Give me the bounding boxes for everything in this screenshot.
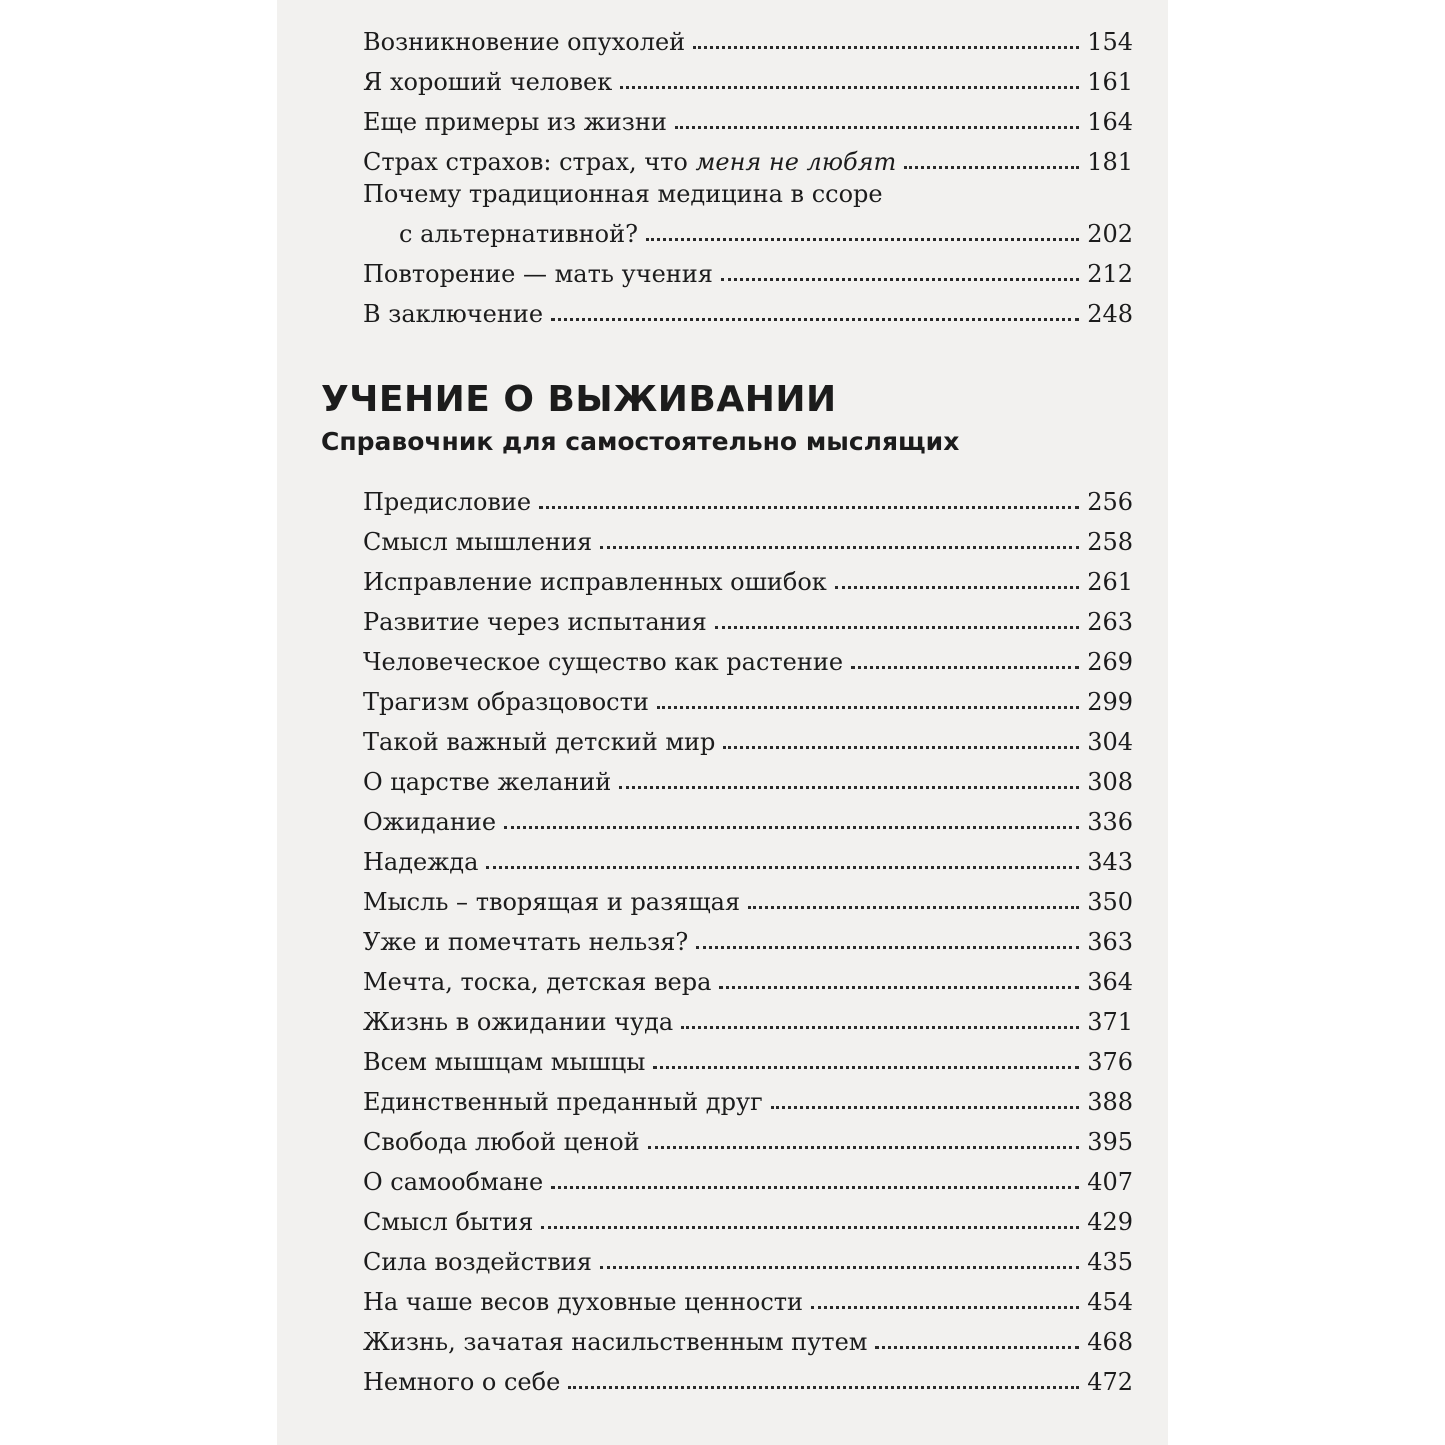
toc-entry-title-line1: Почему традиционная медицина в ссоре — [363, 180, 883, 208]
toc-entry-title: Немного о себе — [363, 1368, 561, 1396]
dot-leader — [693, 46, 1079, 49]
dot-leader — [600, 1266, 1079, 1269]
toc-entry-title: Человеческое существо как растение — [363, 648, 844, 676]
toc-entry-title: Мысль – творящая и разящая — [363, 888, 741, 916]
toc-entry-title: Жизнь, зачатая насильственным путем — [363, 1328, 868, 1356]
toc-entry-title: Ожидание — [363, 808, 497, 836]
section-heading: УЧЕНИЕ О ВЫЖИВАНИИ — [321, 379, 837, 420]
toc-entry-title: В заключение — [363, 300, 544, 328]
dot-leader — [648, 1146, 1079, 1149]
toc-entry-page: 472 — [1087, 1368, 1133, 1396]
toc-entry-page: 161 — [1087, 68, 1133, 96]
toc-entry[interactable] — [363, 1318, 1133, 1358]
toc-entry-title: Всем мышцам мышцы — [363, 1048, 646, 1076]
toc-entry-page: 308 — [1087, 768, 1133, 796]
toc-entry-page: 429 — [1087, 1208, 1133, 1236]
dot-leader — [653, 1066, 1079, 1069]
dot-leader — [681, 1026, 1079, 1029]
toc-entry-page: 258 — [1087, 528, 1133, 556]
toc-entry-title — [363, 146, 896, 178]
toc-entry-page: 388 — [1087, 1088, 1133, 1116]
toc-entry-page: 269 — [1087, 648, 1133, 676]
toc-entry[interactable] — [363, 878, 1133, 918]
toc-entry[interactable] — [363, 1078, 1133, 1118]
dot-leader — [723, 746, 1079, 749]
toc-entry-page: 154 — [1087, 28, 1133, 56]
dot-leader — [541, 1226, 1079, 1229]
dot-leader — [904, 166, 1079, 169]
toc-entry-title: О царстве желаний — [363, 768, 612, 796]
dot-leader — [600, 546, 1079, 549]
dot-leader — [619, 786, 1079, 789]
dot-leader — [748, 906, 1079, 909]
dot-leader — [771, 1106, 1079, 1109]
toc-entry[interactable] — [363, 178, 1133, 250]
dot-leader — [620, 86, 1079, 89]
toc-entry-title: Развитие через испытания — [363, 608, 707, 636]
dot-leader — [835, 586, 1079, 589]
toc-entry-page: 304 — [1087, 728, 1133, 756]
book-page — [277, 0, 1168, 1445]
toc-entry-title: Такой важный детский мир — [363, 728, 716, 756]
toc-entry[interactable] — [363, 138, 1133, 178]
toc-entry[interactable] — [363, 18, 1133, 58]
toc-entry-page: 202 — [1087, 220, 1133, 248]
toc-entry[interactable] — [363, 758, 1133, 798]
toc-entry-page: 364 — [1087, 968, 1133, 996]
toc-entry-title: Мечта, тоска, детская вера — [363, 968, 712, 996]
dot-leader — [811, 1306, 1079, 1309]
toc-entry[interactable] — [363, 958, 1133, 998]
dot-leader — [657, 706, 1079, 709]
toc-entry-title-italic: меня не любят — [695, 148, 897, 176]
toc-entry-title: Еще примеры из жизни — [363, 108, 667, 136]
toc-entry[interactable] — [363, 718, 1133, 758]
dot-leader — [675, 126, 1079, 129]
toc-entry-page: 299 — [1087, 688, 1133, 716]
toc-entry[interactable] — [363, 1358, 1133, 1398]
toc-entry[interactable] — [363, 1238, 1133, 1278]
toc-entry-page: 363 — [1087, 928, 1133, 956]
toc-entry-page: 263 — [1087, 608, 1133, 636]
dot-leader — [721, 278, 1079, 281]
dot-leader — [539, 506, 1079, 509]
toc-entry[interactable] — [363, 518, 1133, 558]
dot-leader — [551, 318, 1079, 321]
toc-entry-page: 181 — [1087, 148, 1133, 176]
toc-entry-page: 248 — [1087, 300, 1133, 328]
toc-entry-page: 468 — [1087, 1328, 1133, 1356]
toc-entry-page: 256 — [1087, 488, 1133, 516]
toc-entry[interactable] — [363, 598, 1133, 638]
toc-entry-page: 261 — [1087, 568, 1133, 596]
toc-entry[interactable] — [363, 1038, 1133, 1078]
toc-entry[interactable] — [363, 98, 1133, 138]
toc-entry[interactable] — [363, 638, 1133, 678]
dot-leader — [646, 238, 1079, 241]
dot-leader — [696, 946, 1079, 949]
toc-entry-page: 407 — [1087, 1168, 1133, 1196]
toc-entry-title: Смысл мышления — [363, 528, 593, 556]
toc-part-one — [363, 18, 1133, 330]
toc-entry[interactable] — [363, 558, 1133, 598]
toc-entry-title: Исправление исправленных ошибок — [363, 568, 827, 596]
toc-entry-title: Смысл бытия — [363, 1208, 534, 1236]
toc-entry[interactable] — [363, 918, 1133, 958]
toc-entry[interactable] — [363, 838, 1133, 878]
toc-entry-page: 336 — [1087, 808, 1133, 836]
toc-entry-title-line2: с альтернативной? — [399, 220, 638, 248]
toc-entry-page: 435 — [1087, 1248, 1133, 1276]
dot-leader — [486, 866, 1079, 869]
toc-entry-page: 164 — [1087, 108, 1133, 136]
toc-entry-page: 343 — [1087, 848, 1133, 876]
toc-entry-title: Жизнь в ожидании чуда — [363, 1008, 674, 1036]
toc-entry-page: 376 — [1087, 1048, 1133, 1076]
toc-entry-title: О самообмане — [363, 1168, 544, 1196]
toc-entry[interactable] — [363, 998, 1133, 1038]
toc-entry[interactable] — [363, 1278, 1133, 1318]
toc-entry-title: Единственный преданный друг — [363, 1088, 763, 1116]
toc-entry[interactable] — [363, 1158, 1133, 1198]
toc-entry[interactable] — [363, 1118, 1133, 1158]
toc-entry[interactable] — [363, 678, 1133, 718]
toc-entry-page: 350 — [1087, 888, 1133, 916]
toc-entry-line2 — [363, 210, 1133, 250]
toc-entry-title-prefix: Страх страхов: страх, что — [363, 148, 696, 176]
toc-entry[interactable] — [363, 250, 1133, 290]
toc-part-two — [363, 478, 1133, 1398]
section-subheading: Справочник для самостоятельно мыслящих — [321, 427, 960, 456]
dot-leader — [568, 1386, 1079, 1389]
dot-leader — [504, 826, 1079, 829]
toc-entry-title: Свобода любой ценой — [363, 1128, 640, 1156]
dot-leader — [875, 1346, 1079, 1349]
toc-entry-page: 395 — [1087, 1128, 1133, 1156]
toc-entry-page: 212 — [1087, 260, 1133, 288]
toc-entry-title: Предисловие — [363, 488, 532, 516]
toc-entry-page: 371 — [1087, 1008, 1133, 1036]
toc-entry-title: Надежда — [363, 848, 479, 876]
toc-entry[interactable] — [363, 798, 1133, 838]
toc-entry-title: Сила воздействия — [363, 1248, 592, 1276]
toc-entry[interactable] — [363, 478, 1133, 518]
toc-entry-title: Повторение — мать учения — [363, 260, 713, 288]
dot-leader — [551, 1186, 1079, 1189]
toc-entry-title: На чаше весов духовные ценности — [363, 1288, 804, 1316]
toc-entry-title: Возникновение опухолей — [363, 28, 686, 56]
toc-entry-title: Трагизм образцовости — [363, 688, 649, 716]
toc-entry-title: Уже и помечтать нельзя? — [363, 928, 689, 956]
toc-entry-page: 454 — [1087, 1288, 1133, 1316]
dot-leader — [851, 666, 1079, 669]
toc-entry[interactable] — [363, 58, 1133, 98]
toc-entry[interactable] — [363, 1198, 1133, 1238]
toc-entry[interactable] — [363, 290, 1133, 330]
dot-leader — [715, 626, 1079, 629]
toc-entry-title: Я хороший человек — [363, 68, 613, 96]
dot-leader — [719, 986, 1079, 989]
